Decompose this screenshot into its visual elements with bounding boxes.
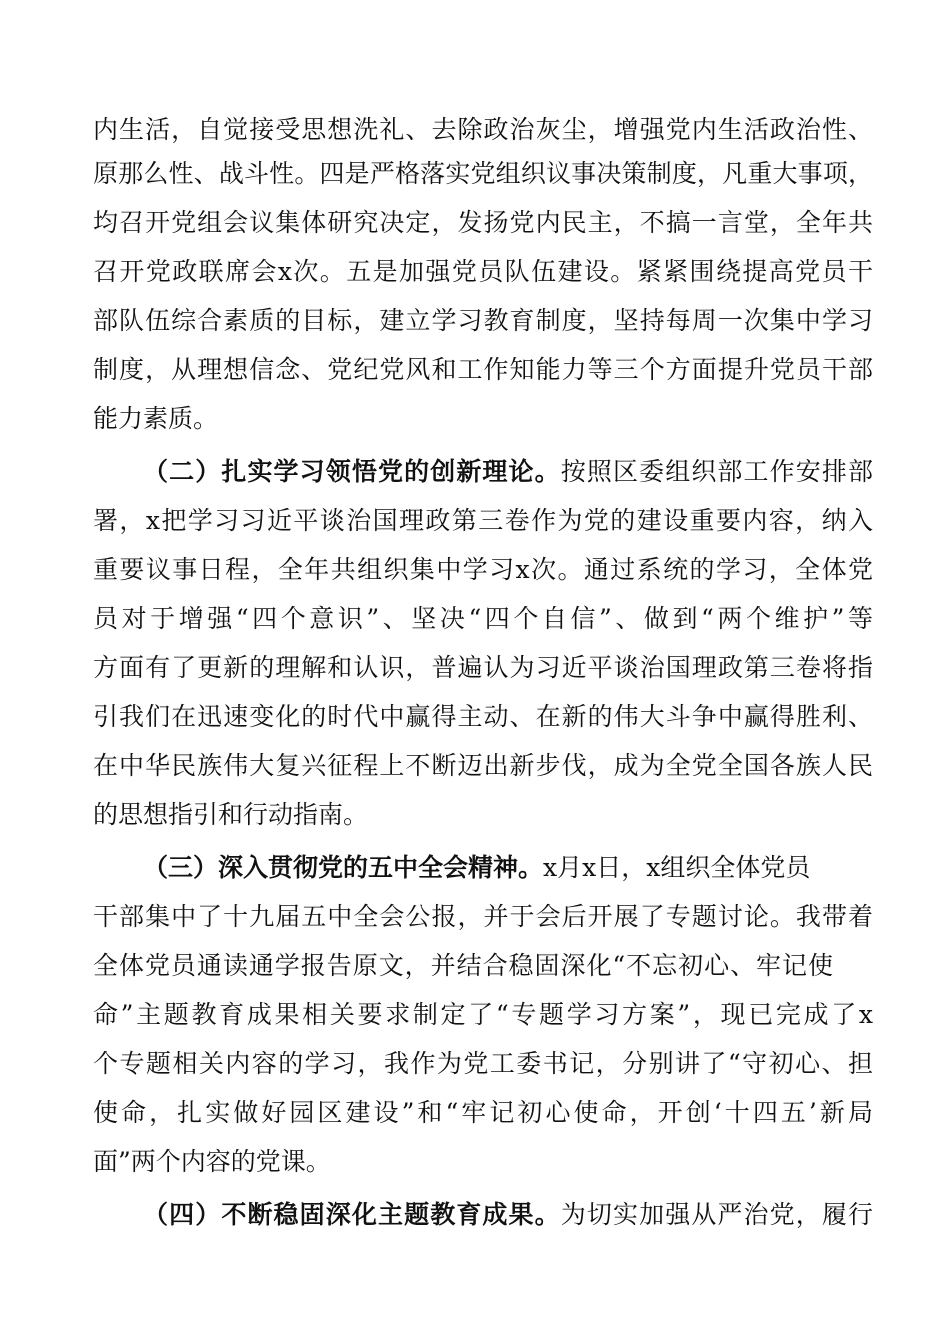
paragraph-first-line — [143, 1195, 873, 1235]
text-line: 员对于增强“四个意识”、坚决“四个自信”、做到“两个维护”等 — [93, 604, 873, 633]
heading-continuation: 按照区委组织部工作安排部 — [560, 457, 873, 486]
text-line: 干部集中了十九届五中全会公报，并于会后开展了专题讨论。我带着 — [93, 902, 873, 931]
text-line: 命”主题教育成果相关要求制定了“专题学习方案”，现已完成了x — [93, 1000, 873, 1029]
text-line: 全体党员通读通学报告原文，并结合稳固深化“不忘初心、牢记使 — [93, 951, 833, 980]
text-line: 在中华民族伟大复兴征程上不断迈出新步伐，成为全党全国各族人民 — [93, 751, 873, 780]
paragraph-first-line — [143, 848, 833, 888]
text-line: 重要议事日程，全年共组织集中学习x次。通过系统的学习，全体党 — [93, 555, 873, 584]
text-line: 引我们在迅速变化的时代中赢得主动、在新的伟大斗争中赢得胜利、 — [93, 702, 873, 731]
section-heading: （三）深入贯彻党的五中全会精神。 — [143, 853, 544, 882]
text-line: 原那么性、战斗性。四是严格落实党组织议事决策制度，凡重大事项， — [93, 159, 873, 188]
text-line: 部队伍综合素质的目标，建立学习教育制度，坚持每周一次集中学习 — [93, 306, 873, 335]
text-line: 个专题相关内容的学习，我作为党工委书记，分别讲了“守初心、担 — [93, 1049, 873, 1078]
text-line: 制度，从理想信念、党纪党风和工作知能力等三个方面提升党员干部 — [93, 355, 873, 384]
heading-continuation: 为切实加强从严治党，履行 — [560, 1200, 873, 1229]
text-line: 能力素质。 — [93, 404, 219, 433]
text-line: 面”两个内容的党课。 — [93, 1147, 331, 1176]
text-line: 使命，扎实做好园区建设”和“牢记初心使命，开创‘十四五’新局 — [93, 1098, 873, 1127]
text-line: 内生活，自觉接受思想洗礼、去除政治灰尘，增强党内生活政治性、 — [93, 115, 873, 144]
section-heading: （四）不断稳固深化主题教育成果。 — [143, 1200, 561, 1229]
text-line: 署，x把学习习近平谈治国理政第三卷作为党的建设重要内容，纳入 — [93, 506, 873, 535]
text-line: 均召开党组会议集体研究决定，发扬党内民主，不搞一言堂，全年共 — [93, 208, 873, 237]
section-heading: （二）扎实学习领悟党的创新理论。 — [143, 457, 561, 486]
text-line: 召开党政联席会x次。五是加强党员队伍建设。紧紧围绕提高党员干 — [93, 257, 873, 286]
paragraph-first-line — [143, 452, 873, 492]
text-line: 的思想指引和行动指南。 — [93, 800, 369, 829]
heading-continuation: x月x日，x组织全体党员 — [543, 853, 811, 882]
text-line: 方面有了更新的理解和认识，普遍认为习近平谈治国理政第三卷将指 — [93, 653, 873, 682]
